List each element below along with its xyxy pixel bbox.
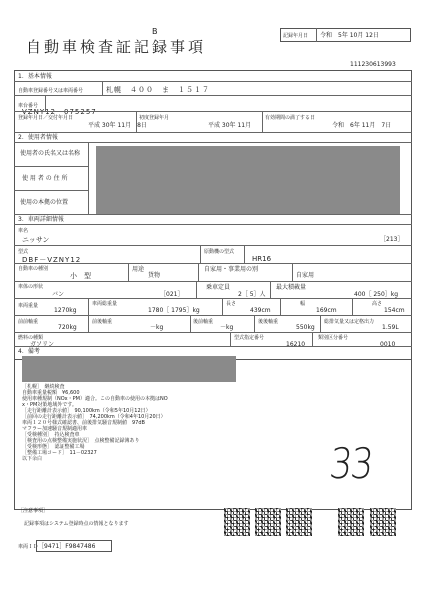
chassis-value: VZNY12－075257 [22, 108, 97, 116]
notice-title: ［注意事項］ [18, 508, 49, 514]
remark-line: 以下余白 [22, 456, 43, 462]
sec2-heading: 2．使用者情報 [18, 134, 58, 141]
fr-label: 前後軸重 [92, 319, 113, 325]
first-reg-label: 登録年月日／交付年月日 [18, 115, 74, 121]
remark-line: x・PM対策地域外です。 [22, 402, 77, 408]
user-address-label: 使 用 者 の 住 所 [22, 175, 68, 182]
chassis-label: 車台番号 [18, 103, 39, 109]
first-year-value: 平成 30年 11月 [208, 122, 252, 129]
type-value: 16210 [286, 341, 306, 348]
qr-code-4 [338, 508, 364, 536]
disp-label: 総排気量又は定格出力 [324, 319, 375, 325]
remark-line: 自動車重量税額 ¥6,600 [22, 390, 80, 396]
remarks-list [22, 384, 262, 462]
remark-line: 使用車種規制（NOx・PM）適合。この自動車の使用の本拠はNO [22, 396, 168, 402]
serial-number: 111230613993 [350, 61, 396, 68]
issue-date: 令和 5年 10月 12日 [320, 32, 379, 39]
remark-line: ［受検種別］ 持込検査車 [22, 432, 80, 438]
qr-code-3 [286, 508, 312, 536]
reg-label: 自動車登録番号又は車両番号 [18, 88, 84, 94]
qr-code-1 [224, 508, 250, 536]
sec1-heading: 1．基本情報 [18, 73, 52, 80]
model-label: 型式 [18, 249, 29, 255]
redacted-user-info [96, 146, 400, 214]
gross-label: 車両総重量 [92, 301, 118, 307]
first-year-label: 初度登録年月 [139, 115, 170, 121]
maker-code: ［213］ [380, 236, 404, 243]
length-value: 439cm [250, 307, 271, 314]
private-label: 自家用・事業用の別 [204, 266, 259, 273]
remark-line: 車両１２０号様式確認書、前後排気騒音規制値 97dB [22, 420, 145, 426]
expiry-label: 有効期間の満了する日 [265, 115, 316, 121]
base-location-label: 使用の本拠の位置 [20, 199, 69, 206]
fuel-value: ガソリン [30, 341, 55, 348]
rr-label: 後後軸重 [258, 319, 279, 325]
remark-line: ［前回の走行距離計表示値］ 74,200km（令和4年10月20日） [22, 414, 166, 420]
remark-line: ［受検形態］ 認証整備工場 [22, 444, 85, 450]
shape-code: ［021］ [160, 291, 184, 298]
engine-label: 原動機の型式 [204, 249, 235, 255]
remark-line: マフラー加速騒音規制適用車 [22, 426, 88, 432]
handwritten-number: 33 [327, 439, 375, 488]
class-label: 類別区分番号 [318, 335, 349, 341]
fuel-label: 燃料の種類 [18, 335, 44, 341]
issue-date-label: 記録年月日 [283, 33, 309, 39]
capacity-label: 乗車定員 [206, 284, 231, 291]
use-label: 用途 [132, 266, 145, 273]
page-title: 自動車検査証記録事項 [26, 38, 207, 56]
maker-value: ニッサン [22, 236, 50, 244]
qr-code-2 [255, 508, 281, 536]
remark-line: ［走行距離計表示値］ 90,100km（令和5年10月12日） [22, 408, 151, 414]
remark-line: ［札幌］ 継続検査 [22, 384, 65, 390]
remark-line: ［検査用の点検整備実施状況］ 点検整備記録簿あり [22, 438, 140, 444]
kind-label: 自動車の種別 [18, 266, 49, 272]
width-label: 幅 [300, 301, 306, 307]
expiry-value: 令和 6年 11月 7日 [332, 122, 392, 129]
type-label: 型式指定番号 [234, 335, 265, 341]
width-value: 169cm [316, 307, 337, 314]
gross-value: 1780［ 1795］kg [148, 307, 200, 314]
weight-value: 1270kg [54, 307, 77, 314]
rf-value: －kg [220, 324, 234, 331]
rr-value: 550kg [296, 324, 315, 331]
height-label: 高さ [372, 301, 383, 307]
model-value: DBF－VZNY12 [22, 256, 82, 264]
vehicle-id-value: ［9471］F9847486 [38, 543, 96, 550]
engine-value: HR16 [252, 255, 272, 263]
max-load-label: 最大積載量 [276, 284, 307, 291]
max-load-value: 400［ 250］kg [354, 291, 399, 298]
capacity-value: 2［ 5］人 [238, 291, 266, 298]
ff-value: 720kg [58, 324, 77, 331]
height-value: 154cm [384, 307, 405, 314]
sec3-heading: 3．車両詳細情報 [18, 216, 64, 223]
use-value: 貨物 [148, 272, 161, 279]
rf-label: 後前軸重 [193, 319, 214, 325]
shape-label: 車体の形状 [18, 284, 44, 290]
length-label: 長さ [226, 301, 237, 307]
ff-label: 前前軸重 [18, 319, 39, 325]
shape-value: バン [52, 291, 65, 298]
qr-code-5 [370, 508, 396, 536]
header-mark: B [152, 27, 158, 36]
fr-value: －kg [150, 324, 164, 331]
weight-label: 車両重量 [18, 303, 39, 309]
private-value: 自家用 [296, 272, 315, 279]
reg-value: 札幌 ４００ ま １５１７ [106, 86, 210, 94]
sec4-heading: 4．備考 [18, 348, 40, 355]
class-value: 0010 [380, 341, 396, 348]
remark-line: ［整備工場コード］ 11－02327 [22, 450, 97, 456]
user-name-label: 使用者の氏名又は名称 [20, 150, 81, 157]
maker-label: 車名 [18, 228, 29, 234]
disp-value: 1.59L [382, 324, 399, 331]
vehicle-id-label: 車両ＩＤ [18, 544, 39, 550]
notice-text: 記録事項はシステム登録時点の情報となります [24, 521, 129, 527]
kind-value: 小 型 [70, 272, 91, 280]
first-reg-value: 平成 30年 11月 8日 [88, 122, 147, 129]
